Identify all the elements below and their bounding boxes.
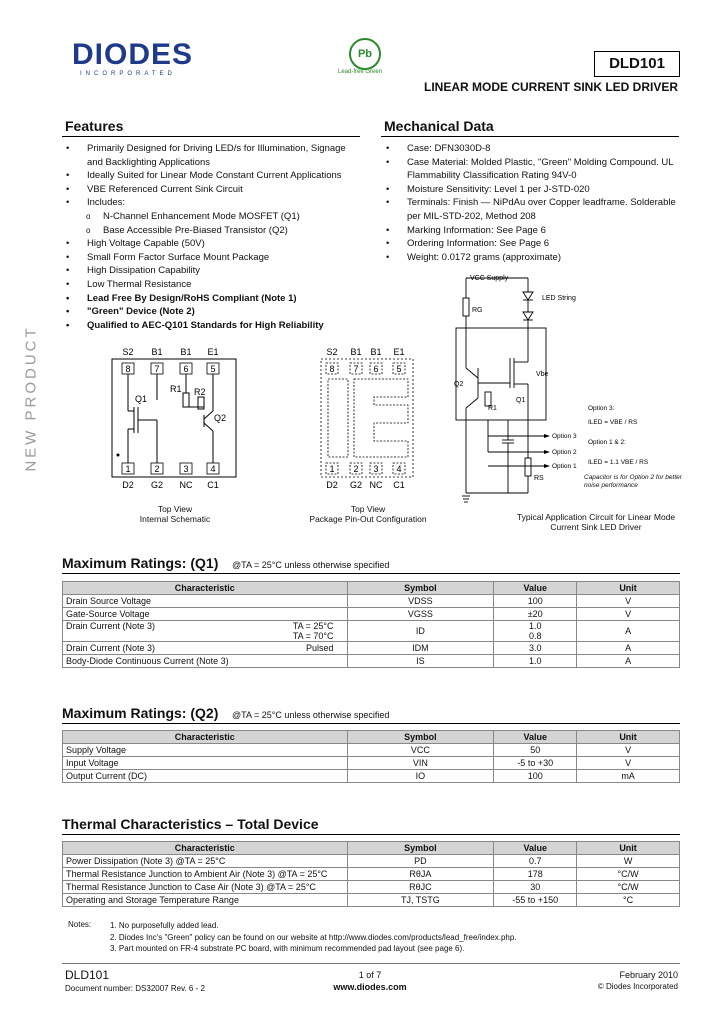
option-3-note: Option 3: (588, 405, 615, 412)
table-row (63, 757, 680, 770)
r1-label: R1 (170, 384, 182, 394)
characteristic-text: Gate-Source Voltage (66, 609, 150, 619)
notes-list (110, 920, 680, 955)
side-banner (14, 250, 48, 580)
pin-number: 3 (183, 464, 189, 474)
table-row (63, 894, 680, 907)
feature-item: • Ideally Suited for Linear Mode Constant Current Applications (66, 169, 356, 183)
thermal-rule (62, 834, 680, 835)
table-row (63, 855, 680, 868)
value-cell: 1.0 (494, 655, 577, 668)
feature-item: • Lead Free By Design/RoHS Compliant (Note 1) (66, 292, 356, 306)
feature-item: • Low Thermal Resistance (66, 278, 356, 292)
characteristic-text: Drain Current (Note 3) (66, 621, 156, 631)
col-header: Symbol (347, 731, 494, 744)
pin-label: C1 (393, 480, 405, 490)
option-3-tag: Option 3 (552, 433, 577, 440)
vcc-supply-label: VCC Supply (470, 275, 509, 282)
characteristic-text: Drain Source Voltage (66, 596, 152, 606)
pin-number: 7 (154, 364, 160, 374)
option-12-note: Option 1 & 2: (588, 439, 626, 446)
characteristic-text: Body-Diode Continuous Current (Note 3) (66, 656, 229, 666)
mechanical-item: • Weight: 0.0172 grams (approximate) (386, 251, 678, 265)
option-3-formula: ILED = VBE / RS (588, 419, 638, 426)
col-header: Characteristic (63, 582, 348, 595)
feature-item: o Base Accessible Pre-Biased Transistor (Q2) (66, 224, 356, 238)
col-header: Value (494, 842, 577, 855)
feature-item: • Primarily Designed for Driving LED/s for Illumination, Signage and Backlighting Applications (66, 142, 356, 169)
pin-number: 1 (125, 464, 131, 474)
features-rule (62, 136, 360, 137)
lead-free-badge-icon: Pb (349, 38, 381, 70)
q1-ratings-title: Maximum Ratings: (Q1) (62, 555, 219, 571)
table-row (63, 595, 680, 608)
unit-cell: V (577, 608, 680, 621)
symbol-cell: IS (347, 655, 494, 668)
part-number-box: DLD101 (594, 51, 680, 77)
mechanical-title: Mechanical Data (384, 118, 494, 134)
value-cell: 100 (494, 595, 577, 608)
characteristic-cell (63, 595, 348, 608)
diodes-logo: DIODES (72, 38, 194, 71)
unit-cell: A (577, 621, 680, 642)
footer-rule (62, 963, 680, 964)
feature-item: • Small Form Factor Surface Mount Package (66, 251, 356, 265)
q1-ratings-table (62, 581, 680, 668)
characteristic-cell: Operating and Storage Temperature Range (63, 894, 348, 907)
note-item: 3. Part mounted on FR-4 substrate PC board, with minimum recommended pad layout (see page 6). (110, 944, 465, 953)
value-cell: 0.7 (494, 855, 577, 868)
value-cell: 3.0 (494, 642, 577, 655)
characteristic-cell (63, 642, 348, 655)
characteristic-text: Drain Current (Note 3) (66, 643, 156, 653)
value-cell: 30 (494, 881, 577, 894)
col-header: Unit (577, 582, 680, 595)
rg-label: RG (472, 307, 483, 314)
unit-cell: mA (577, 770, 680, 783)
feature-item: o N-Channel Enhancement Mode MOSFET (Q1) (66, 210, 356, 224)
symbol-cell: VGSS (347, 608, 494, 621)
internal-schematic-caption: Top View Internal Schematic (139, 504, 211, 524)
pinout-caption: Top View Package Pin-Out Configuration (309, 504, 427, 524)
side-banner-text: NEW PRODUCT (22, 325, 40, 472)
pin-number: 4 (210, 464, 216, 474)
symbol-cell: VDSS (347, 595, 494, 608)
pin-number: 6 (183, 364, 189, 374)
q2-ratings-title: Maximum Ratings: (Q2) (62, 705, 219, 721)
symbol-cell: VCC (347, 744, 494, 757)
feature-item: • Includes: (66, 196, 356, 210)
value-cell: 178 (494, 868, 577, 881)
table-row (63, 608, 680, 621)
pin-label: C1 (207, 480, 219, 490)
characteristic-cell (63, 655, 348, 668)
r1-label: R1 (488, 405, 497, 412)
q1-ratings-condition: @TA = 25°C unless otherwise specified (232, 560, 390, 570)
footer-url-link[interactable]: www.diodes.com (333, 982, 407, 992)
option-12-formula: ILED = 1.1 VBE / RS (588, 459, 649, 466)
unit-cell: A (577, 655, 680, 668)
footer-doc-number: Document number: DS32007 Rev. 6 - 2 (65, 984, 205, 993)
characteristic-cell: Input Voltage (63, 757, 348, 770)
symbol-cell: PD (347, 855, 494, 868)
pin-number: 6 (373, 364, 379, 374)
pin-label: D2 (122, 480, 134, 490)
pin-label: NC (179, 480, 193, 490)
table-row (63, 881, 680, 894)
mechanical-item: • Case: DFN3030D-8 (386, 142, 678, 156)
col-header: Value (494, 731, 577, 744)
q2-label: Q2 (454, 381, 464, 388)
unit-cell: °C (577, 894, 680, 907)
pin-number: 7 (353, 364, 359, 374)
pin-label: B1 (180, 347, 192, 357)
unit-cell: °C/W (577, 881, 680, 894)
symbol-cell: ID (347, 621, 494, 642)
unit-cell: A (577, 642, 680, 655)
mechanical-item: • Terminals: Finish — NiPdAu over Copper leadframe. Solderable per MIL-STD-202, Method 208 (386, 196, 678, 223)
symbol-cell: TJ, TSTG (347, 894, 494, 907)
capacitor-note: Capacitor is for Option 2 for better noise performance (584, 474, 682, 489)
table-row (63, 621, 680, 642)
feature-item: • VBE Referenced Current Sink Circuit (66, 183, 356, 197)
feature-item: • High Voltage Capable (50V) (66, 237, 356, 251)
led-string-label: LED String (542, 295, 576, 302)
pin-label: E1 (393, 347, 405, 357)
vbe-label: Vbe (536, 371, 549, 378)
condition-text: Pulsed (305, 643, 334, 653)
characteristic-cell: Power Dissipation (Note 3) @TA = 25°C (63, 855, 348, 868)
pin-label: S2 (326, 347, 338, 357)
pin-label: B1 (151, 347, 163, 357)
characteristic-cell (63, 621, 348, 642)
footer-page: 1 of 7 (358, 970, 382, 980)
pin-number: 2 (154, 464, 160, 474)
pin-label: S2 (122, 347, 134, 357)
symbol-cell: IDM (347, 642, 494, 655)
value-cell: 100 (494, 770, 577, 783)
pin-number: 8 (329, 364, 335, 374)
unit-cell: V (577, 757, 680, 770)
mechanical-list (386, 142, 678, 264)
unit-cell: °C/W (577, 868, 680, 881)
pin-number: 3 (373, 464, 379, 474)
characteristic-cell (63, 608, 348, 621)
symbol-cell: RθJC (347, 881, 494, 894)
mechanical-item: • Ordering Information: See Page 6 (386, 237, 678, 251)
q2-ratings-condition: @TA = 25°C unless otherwise specified (232, 710, 390, 720)
col-header: Unit (577, 842, 680, 855)
pinout-diagram (318, 345, 418, 500)
pin-label: E1 (207, 347, 219, 357)
footer-copyright: © Diodes Incorporated (597, 982, 678, 991)
symbol-cell: VIN (347, 757, 494, 770)
features-list (66, 142, 356, 332)
document-subtitle: LINEAR MODE CURRENT SINK LED DRIVER (423, 80, 678, 94)
q2-ratings-table (62, 730, 680, 783)
q2-ratings-rule (62, 723, 680, 724)
table-row (63, 770, 680, 783)
col-header: Value (494, 582, 577, 595)
feature-item: • Qualified to AEC-Q101 Standards for High Reliability (66, 319, 356, 333)
mechanical-item: • Case Material: Molded Plastic, "Green" Molding Compound. UL Flammability Classification Rating 94V-0 (386, 156, 678, 183)
pin-number: 8 (125, 364, 131, 374)
pin-label: G2 (349, 480, 363, 490)
pin-label: G2 (150, 480, 164, 490)
unit-cell: V (577, 744, 680, 757)
condition-text: TA = 25°C TA = 70°C (292, 621, 334, 641)
mechanical-item: • Marking Information: See Page 6 (386, 224, 678, 238)
unit-cell: V (577, 595, 680, 608)
unit-cell: W (577, 855, 680, 868)
feature-item: • High Dissipation Capability (66, 264, 356, 278)
symbol-cell: RθJA (347, 868, 494, 881)
table-row (63, 868, 680, 881)
col-header: Characteristic (63, 842, 348, 855)
value-cell: -5 to +30 (494, 757, 577, 770)
pin-number: 2 (353, 464, 359, 474)
value-cell: ±20 (494, 608, 577, 621)
q1-ratings-rule (62, 573, 680, 574)
pin-label: B1 (370, 347, 382, 357)
application-circuit-caption: Typical Application Circuit for Linear Mode Current Sink LED Driver (516, 512, 676, 532)
internal-schematic-diagram (110, 345, 240, 500)
note-item: 2. Diodes Inc's "Green" policy can be found on our website at http://www.diodes.com/products/lead_free/index.php. (110, 932, 517, 942)
table-row (63, 744, 680, 757)
col-header: Symbol (347, 582, 494, 595)
pin-number: 5 (396, 364, 402, 374)
footer-date: February 2010 (619, 970, 678, 980)
option-1-tag: Option 1 (552, 463, 577, 470)
option-2-tag: Option 2 (552, 449, 577, 456)
q1-label: Q1 (135, 394, 148, 404)
characteristic-cell: Output Current (DC) (63, 770, 348, 783)
pin-number: 1 (329, 464, 335, 474)
thermal-title: Thermal Characteristics – Total Device (62, 816, 319, 832)
value-cell: 50 (494, 744, 577, 757)
col-header: Unit (577, 731, 680, 744)
col-header: Symbol (347, 842, 494, 855)
pin-label: NC (369, 480, 383, 490)
pin-top-labels (122, 347, 218, 357)
pin-label: B1 (350, 347, 362, 357)
characteristic-cell: Thermal Resistance Junction to Case Air (Note 3) @TA = 25°C (63, 881, 348, 894)
rs-label: RS (534, 475, 544, 482)
notes-label: Notes: (68, 920, 92, 929)
value-cell: -55 to +150 (494, 894, 577, 907)
lead-free-caption: Lead-free Green (338, 69, 383, 75)
q2-label: Q2 (214, 413, 227, 423)
thermal-table (62, 841, 680, 907)
application-circuit-diagram (448, 268, 684, 508)
footer-part: DLD101 (65, 968, 110, 982)
logo-subtitle: INCORPORATED (80, 71, 176, 77)
q1-label: Q1 (516, 397, 526, 404)
table-row (63, 655, 680, 668)
characteristic-cell: Thermal Resistance Junction to Ambient Air (Note 3) @TA = 25°C (63, 868, 348, 881)
symbol-cell: IO (347, 770, 494, 783)
value-cell: 1.0 0.8 (494, 621, 577, 642)
r2-label: R2 (194, 387, 206, 397)
pin-number: 5 (210, 364, 216, 374)
pin-label: D2 (326, 480, 338, 490)
feature-item: • "Green" Device (Note 2) (66, 305, 356, 319)
mechanical-rule (381, 136, 679, 137)
pin-number: 4 (396, 464, 402, 474)
features-title: Features (65, 118, 124, 134)
table-row (63, 642, 680, 655)
note-item: 1. No purposefully added lead. (110, 921, 219, 930)
col-header: Characteristic (63, 731, 348, 744)
mechanical-item: • Moisture Sensitivity: Level 1 per J-STD-020 (386, 183, 678, 197)
characteristic-cell: Supply Voltage (63, 744, 348, 757)
